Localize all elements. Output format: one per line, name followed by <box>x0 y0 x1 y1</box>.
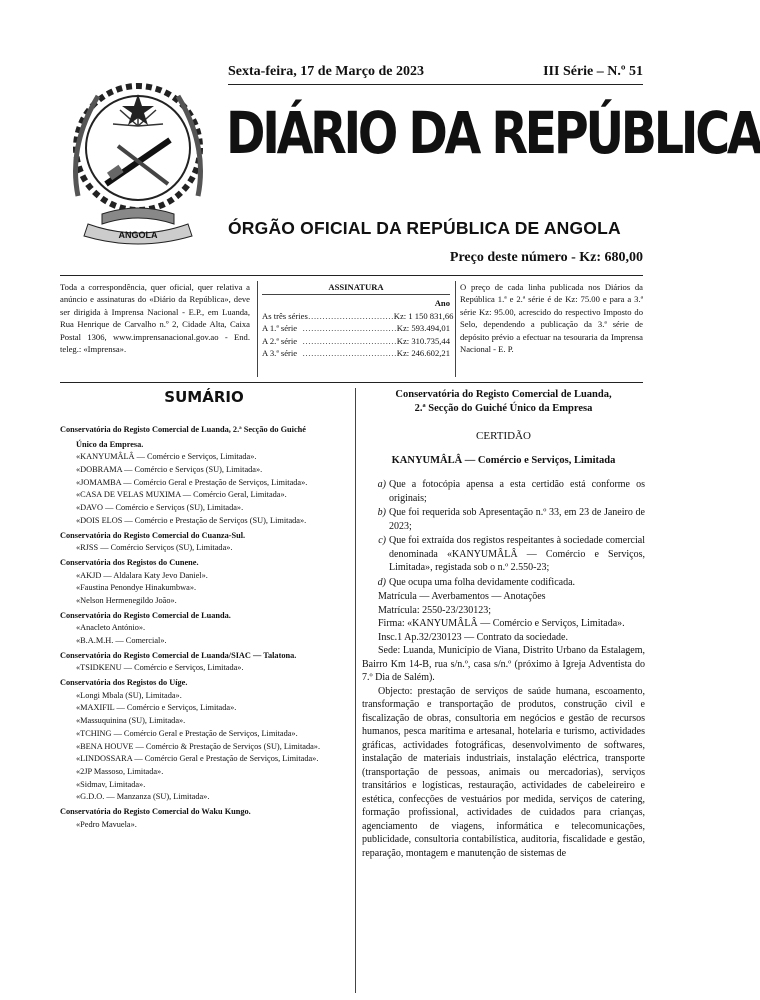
summary-item: «DOBRAMA — Comércio e Serviços (SU), Limitada». <box>76 465 263 475</box>
issue-series: III Série – N.º 51 <box>543 64 643 79</box>
article-certidao: CERTIDÃO <box>476 430 531 443</box>
subscription-row-value: Kz: 310.735,44 <box>396 335 450 346</box>
summary-item: «Longi Mbala (SU), Limitada». <box>76 690 182 700</box>
summary-item: «JOMAMBA — Comércio Geral e Prestação de Serviços, Limitada». <box>76 477 308 487</box>
article-paragraph: Sede: Luanda, Município de Viana, Distrito Urbano da Estalagem, Bairro Km 14-B, rua s/n.º, casa s/n.º (próximo à Igreja Adventista do 7.º Dia de Salém). <box>362 645 645 684</box>
summary-item: «Massuquinina (SU), Limitada». <box>76 716 186 726</box>
article-registry-head: Conservatória do Registo Comercial de Luanda, <box>395 389 612 400</box>
summary-item: «AKJD — Aldalara Katy Jevo Daniel». <box>76 570 208 580</box>
subscription-row <box>262 335 450 347</box>
summary-section-head: Conservatória do Registo Comercial do Cuanza-Sul. <box>60 530 246 540</box>
info-top-rule <box>60 275 643 276</box>
article-paragraph: Matrícula — Averbamentos — Anotações <box>378 591 546 603</box>
summary-section-head: Conservatória do Registo Comercial de Luanda/SIAC — Talatona. <box>60 650 297 660</box>
summary-item: «Faustina Penondye Hinakumbwa». <box>76 583 197 593</box>
summary-item: «DOIS ELOS — Comércio e Prestação de Serviços (SU), Limitada». <box>76 515 307 525</box>
subscription-year-label: Ano <box>434 298 450 309</box>
article-list <box>362 478 645 589</box>
summary-section-head: Conservatória dos Registos do Uíge. <box>60 678 188 688</box>
subscription-row-value: Kz: 1 150 831,66 <box>393 310 454 321</box>
summary-item: «Pedro Mavuela». <box>76 819 137 829</box>
subscription-row-label: As três séries <box>262 310 308 321</box>
subscription-row-label: A 3.ª série <box>262 348 298 359</box>
issue-date: Sexta-feira, 17 de Março de 2023 <box>228 64 424 79</box>
summary-item: «TSIDKENU — Comércio e Serviços, Limitada». <box>76 663 244 673</box>
subscription-row-dots: …………………………… <box>302 348 397 359</box>
summary-item: «2JP Massoso, Limitada». <box>76 766 164 776</box>
article-paragraph: Objecto: prestação de serviços de saúde humana, escoamento, transformação e transportação de produtos, construção civil e fiscalização de obras, consultoria em negócios e gestão de recursos humanos, pesca marítima e artesanal, hotelaria e turismo, actividades gráficas, actividades fotográficas, desenvolvimento de softwares, instalação de materiais industriais, instalação eléctrica, transporte (transportação de pessoas, animais ou mercadorias), serviços transitários e logísticas, restauração, actividades de cabeleireiro e estética, confecções de vestuários por medida, serviços de catering, formação profissional, actividades de cuidados para crianças, agenciamento de viagens, informática e telecomunicações, publicidade, consultoria contabilística, auditoria, fiscalidade e gestão, reparação, montagem e manutenção de sistemas de <box>362 685 645 859</box>
subscription-title: ASSINATURA <box>262 281 450 295</box>
subscription-row-dots: ………………………… <box>307 310 394 321</box>
emblem-ribbon-text: ANGOLA <box>118 230 158 240</box>
list-letter: a) <box>377 479 386 491</box>
info-divider <box>455 281 456 377</box>
summary-section-head: Conservatória do Registo Comercial do Waku Kungo. <box>60 806 251 816</box>
summary-item: «DAVO — Comércio e Serviços (SU), Limitada». <box>76 503 244 513</box>
subscription-row-value: Kz: 246.602,21 <box>396 348 450 359</box>
summary-item: «TCHING — Comércio Geral e Prestação de Serviços, Limitada». <box>76 728 298 738</box>
list-text: Que foi extraída dos registos respeitantes à sociedade comercial denominada «KANYUMÂLÂ — Comércio e Serviços, Limitada», registada sob o n.º 2.550-23; <box>389 535 645 574</box>
info-divider <box>257 281 258 377</box>
summary-item: «LINDOSSARA — Comércio Geral e Prestação de Serviços, Limitada». <box>76 754 319 764</box>
subscription-row <box>262 347 450 359</box>
summary-section-head-cont: Único da Empresa. <box>76 439 144 449</box>
article-list-item <box>362 478 645 505</box>
article-paragraph: Insc.1 Ap.32/230123 — Contrato da sociedade. <box>378 631 568 643</box>
summary-section-head: Conservatória do Registo Comercial de Luanda. <box>60 610 231 620</box>
publication-subtitle: ÓRGÃO OFICIAL DA REPÚBLICA DE ANGOLA <box>228 218 621 238</box>
list-text: Que ocupa uma folha devidamente codificada. <box>389 576 576 588</box>
summary-item: «CASA DE VELAS MUXIMA — Comércio Geral, Limitada». <box>76 490 287 500</box>
article-list-item <box>362 576 645 590</box>
list-text: Que a fotocópia apensa a esta certidão está conforme os originais; <box>389 479 645 504</box>
subscription-table <box>262 281 454 360</box>
subscription-row-dots: …………………………… <box>302 323 397 334</box>
article-registry-head: 2.ª Secção do Guiché Único da Empresa <box>414 402 593 414</box>
list-letter: b) <box>377 507 386 519</box>
list-letter: c) <box>378 535 386 547</box>
summary-list <box>60 422 350 831</box>
summary-section-head: Conservatória do Registo Comercial de Luanda, 2.ª Secção do Guiché <box>60 425 306 434</box>
list-text: Que foi requerida sob Apresentação n.º 33, em 23 de Janeiro de 2023; <box>389 507 645 532</box>
article-column <box>362 388 645 860</box>
article-paragraph: Matrícula: 2550-23/230123; <box>378 604 492 616</box>
article-paragraph: Firma: «KANYUMÂLÂ — Comércio e Serviços, Limitada». <box>378 618 625 630</box>
correspondence-note: Toda a correspondência, quer oficial, quer relativa a anúncio e assinaturas do «Diário da República», deve ser dirigida à Imprensa Nacional - E.P., em Luanda, Rua Henrique de Carvalho n.º 2, Cidade Alta, Caixa Postal 1306, www.imprensanacional.gov.ao - End. teleg.: «Imprensa». <box>60 282 250 355</box>
subscription-row <box>262 310 454 322</box>
column-divider <box>355 388 356 993</box>
summary-item: «BENA HOUVE — Comércio & Prestação de Serviços (SU), Limitada». <box>76 741 321 751</box>
summary-title: SUMÁRIO <box>164 388 244 406</box>
subscription-row <box>262 322 450 334</box>
summary-item: «MAXIFIL — Comércio e Serviços, Limitada». <box>76 703 237 713</box>
summary-section-head: Conservatória dos Registos do Cunene. <box>60 557 199 567</box>
price-info-note: O preço de cada linha publicada nos Diários da República 1.ª e 2.ª série é de Kz: 75.00 e para a 3.ª série Kz: 95.00, acrescido do respectivo Imposto do Selo, dependendo a publicação da 3.ª série de depósito prévio a efectuar na tesouraria da Imprensa Nacional - E. P. <box>460 282 643 355</box>
summary-item: «RJSS — Comércio Serviços (SU), Limitada». <box>76 543 233 553</box>
summary-item: «B.A.M.H. — Comercial». <box>76 636 167 645</box>
issue-price: Preço deste número - Kz: 680,00 <box>449 250 643 265</box>
summary-item: «Anacleto António». <box>76 623 146 633</box>
publication-title: DIÁRIO DA REPÚBLICA <box>226 99 760 167</box>
summary-item: «KANYUMÂLÂ — Comércio e Serviços, Limitada». <box>76 452 257 462</box>
info-bottom-rule <box>60 382 643 383</box>
summary-item: «G.D.O. — Manzanza (SU), Limitada». <box>76 792 210 802</box>
header-rule <box>228 84 643 85</box>
subscription-row-value: Kz: 593.494,01 <box>396 323 450 334</box>
subscription-row-dots: …………………………… <box>302 335 397 346</box>
article-list-item <box>362 534 645 575</box>
subscription-row-label: A 2.ª série <box>262 335 298 346</box>
subscription-row-label: A 1.ª série <box>262 323 298 334</box>
list-letter: d) <box>377 576 386 588</box>
angola-emblem <box>58 66 218 244</box>
article-company-name: KANYUMÂLÂ — Comércio e Serviços, Limitada <box>391 455 616 467</box>
article-list-item <box>362 506 645 533</box>
summary-item: «Sidmav, Limitada». <box>76 779 146 789</box>
summary-item: «Nelson Hermenegildo João». <box>76 595 177 605</box>
